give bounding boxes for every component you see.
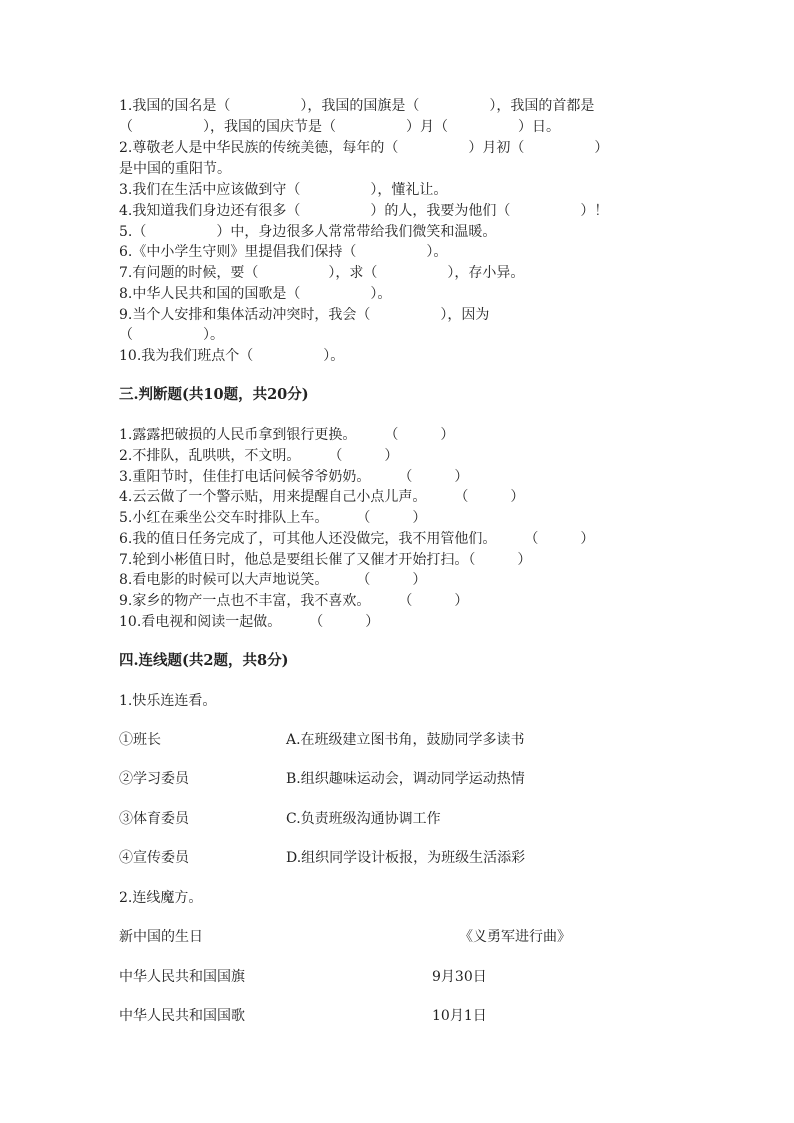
fill-line-1b: （ ），我国的国庆节是（ ）月（ ）日。 <box>119 119 560 135</box>
match-q1-right-4: D.组织同学设计板报，为班级生活添彩 <box>286 850 526 866</box>
judge-item-8: 8.看电影的时候可以大声地说笑。 （ ） <box>119 572 427 588</box>
judge-item-6: 6.我的值日任务完成了，可其他人还没做完，我不用管他们。 （ ） <box>119 531 595 547</box>
match-q2-left-2: 中华人民共和国国旗 <box>119 969 245 985</box>
match-q1-right-1: A.在班级建立图书角，鼓励同学多读书 <box>286 732 525 748</box>
match-q1-left-3: ③体育委员 <box>119 811 189 827</box>
match-q2-title: 2.连线魔方。 <box>119 890 203 906</box>
judge-item-2: 2.不排队，乱哄哄，不文明。 （ ） <box>119 448 399 464</box>
judge-item-1: 1.露露把破损的人民币拿到银行更换。 （ ） <box>119 427 455 443</box>
match-q1-left-4: ④宣传委员 <box>119 850 189 866</box>
fill-line-5: 5.（ ）中，身边很多人常常带给我们微笑和温暖。 <box>119 224 497 240</box>
fill-line-7: 7.有问题的时候，要（ ），求（ ），存小异。 <box>119 265 525 281</box>
match-q2-right-3: 10月1日 <box>432 1008 487 1024</box>
match-q2-left-1: 新中国的生日 <box>119 929 203 945</box>
judge-item-9: 9.家乡的物产一点也不丰富，我不喜欢。 （ ） <box>119 593 469 609</box>
fill-line-4: 4.我知道我们身边还有很多（ ）的人，我要为他们（ ）！ <box>119 203 609 219</box>
match-q1-title: 1.快乐连连看。 <box>119 693 217 709</box>
fill-line-9a: 9.当个人安排和集体活动冲突时，我会（ ），因为 <box>119 307 490 323</box>
fill-line-2b: 是中国的重阳节。 <box>119 161 231 177</box>
match-q2-right-1: 《义勇军进行曲》 <box>459 929 571 945</box>
fill-line-10: 10.我为我们班点个（ ）。 <box>119 348 345 364</box>
judge-item-4: 4.云云做了一个警示贴，用来提醒自己小点儿声。 （ ） <box>119 489 525 505</box>
match-q1-right-2: B.组织趣味运动会，调动同学运动热情 <box>286 771 525 787</box>
judge-section-heading: 三.判断题(共10题，共20分) <box>119 386 309 403</box>
fill-line-1a: 1.我国的国名是（ ），我国的国旗是（ ），我国的首都是 <box>119 98 595 114</box>
fill-line-6: 6.《中小学生守则》里提倡我们保持（ ）。 <box>119 244 448 260</box>
match-q1-left-2: ②学习委员 <box>119 771 189 787</box>
fill-line-9b: （ ）。 <box>119 327 224 343</box>
match-q2-right-2: 9月30日 <box>432 969 487 985</box>
match-q2-left-3: 中华人民共和国国歌 <box>119 1008 245 1024</box>
match-q1-left-1: ①班长 <box>119 732 161 748</box>
judge-item-5: 5.小红在乘坐公交车时排队上车。 （ ） <box>119 510 427 526</box>
match-section-heading: 四.连线题(共2题，共8分) <box>119 652 289 669</box>
fill-line-2a: 2.尊敬老人是中华民族的传统美德，每年的（ ）月初（ ） <box>119 140 609 156</box>
match-q1-right-3: C.负责班级沟通协调工作 <box>286 811 441 827</box>
judge-item-3: 3.重阳节时，佳佳打电话问候爷爷奶奶。 （ ） <box>119 469 469 485</box>
judge-item-7: 7.轮到小彬值日时，他总是要组长催了又催才开始打扫。（ ） <box>119 552 532 568</box>
fill-line-3: 3.我们在生活中应该做到守（ ），懂礼让。 <box>119 182 448 198</box>
fill-line-8: 8.中华人民共和国的国歌是（ ）。 <box>119 286 392 302</box>
judge-item-10: 10.看电视和阅读一起做。 （ ） <box>119 614 380 630</box>
